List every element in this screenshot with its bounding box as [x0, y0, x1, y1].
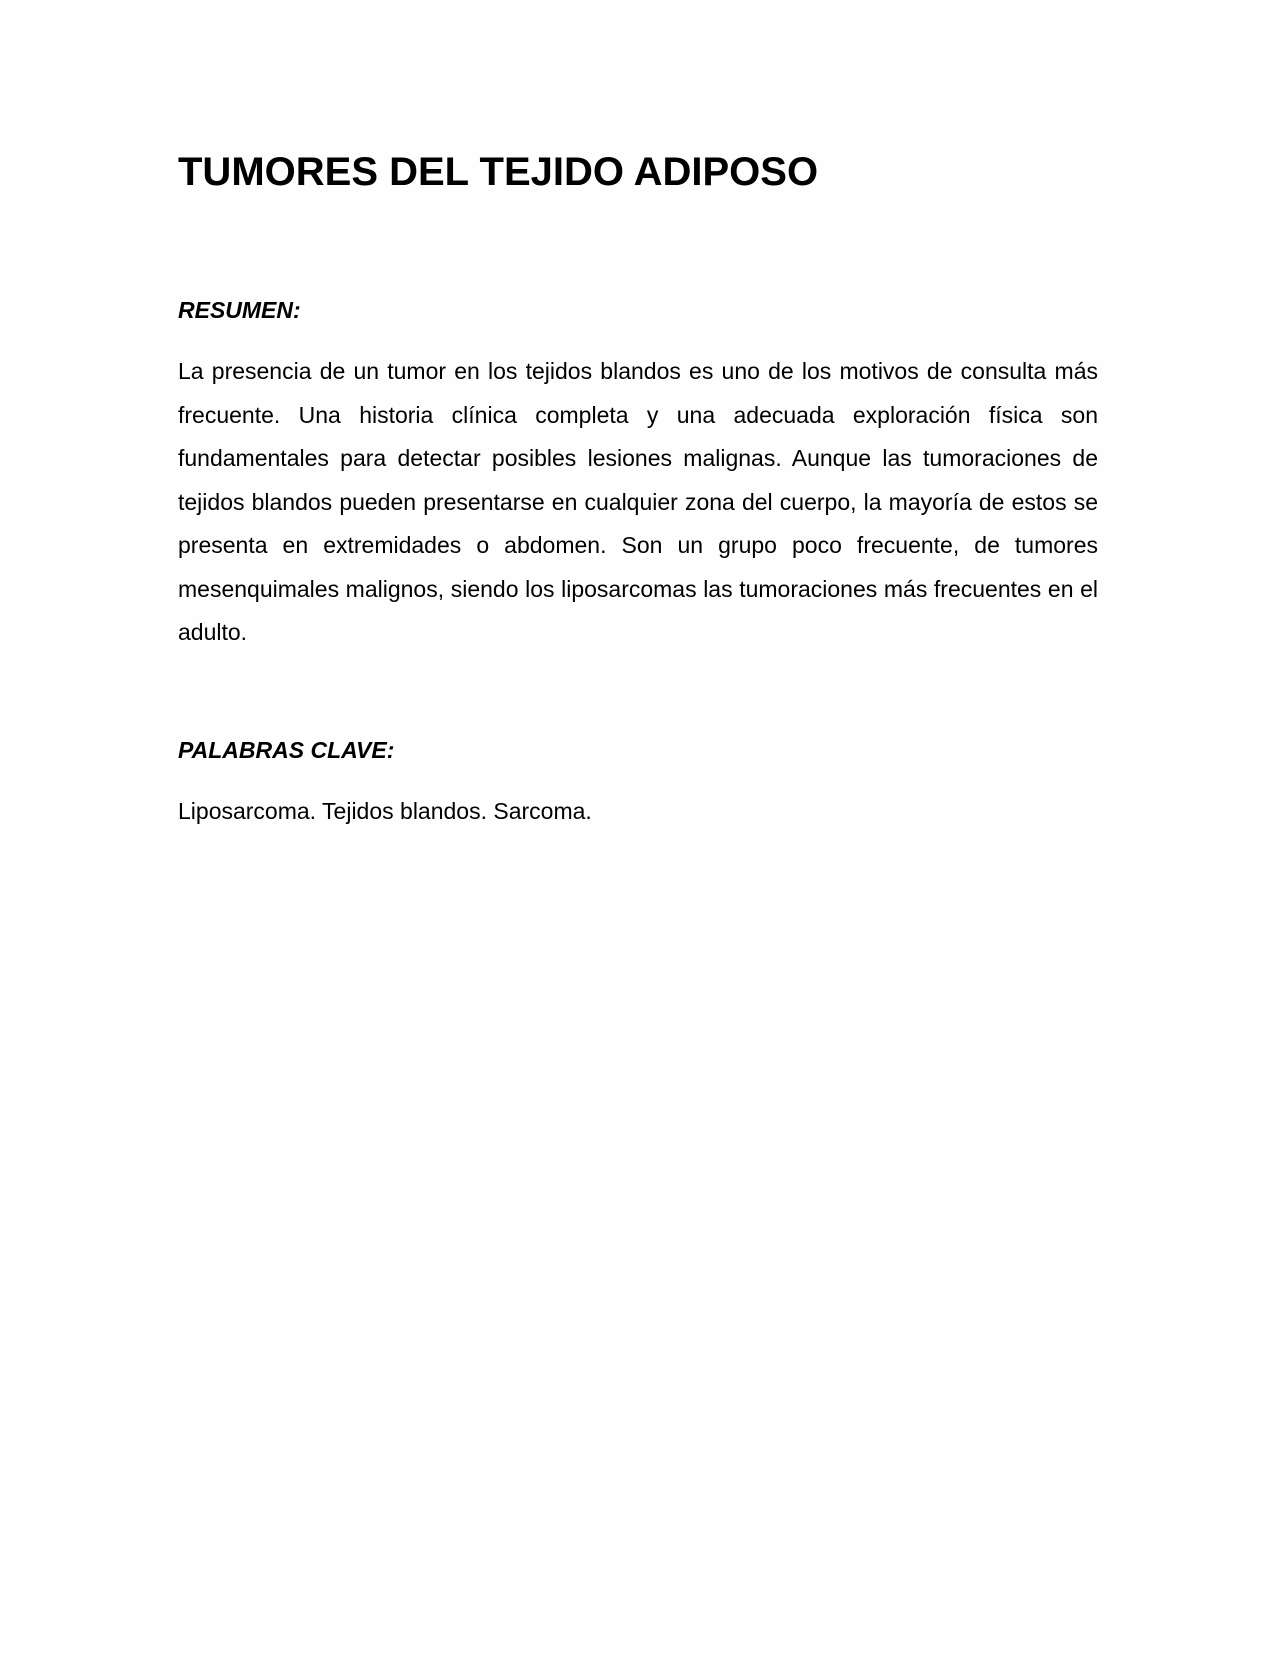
- abstract-paragraph: La presencia de un tumor en los tejidos blandos es uno de los motivos de consulta más frecuente. Una historia clínica completa y una adecuada exploración física son fundamentales para detectar posibles lesiones malignas. Aunque las tumoraciones de tejidos blandos pueden presentarse en cualquier zona del cuerpo, la mayoría de estos se presenta en extremidades o abdomen. Son un grupo poco frecuente, de tumores mesenquimales malignos, siendo los liposarcomas las tumoraciones más frecuentes en el adulto.: [178, 358, 1098, 645]
- abstract-heading: RESUMEN:: [178, 297, 301, 323]
- keywords-paragraph: Liposarcoma. Tejidos blandos. Sarcoma.: [178, 798, 592, 824]
- keywords-heading: PALABRAS CLAVE:: [178, 737, 395, 763]
- document-title: TUMORES DEL TEJIDO ADIPOSO: [178, 150, 819, 194]
